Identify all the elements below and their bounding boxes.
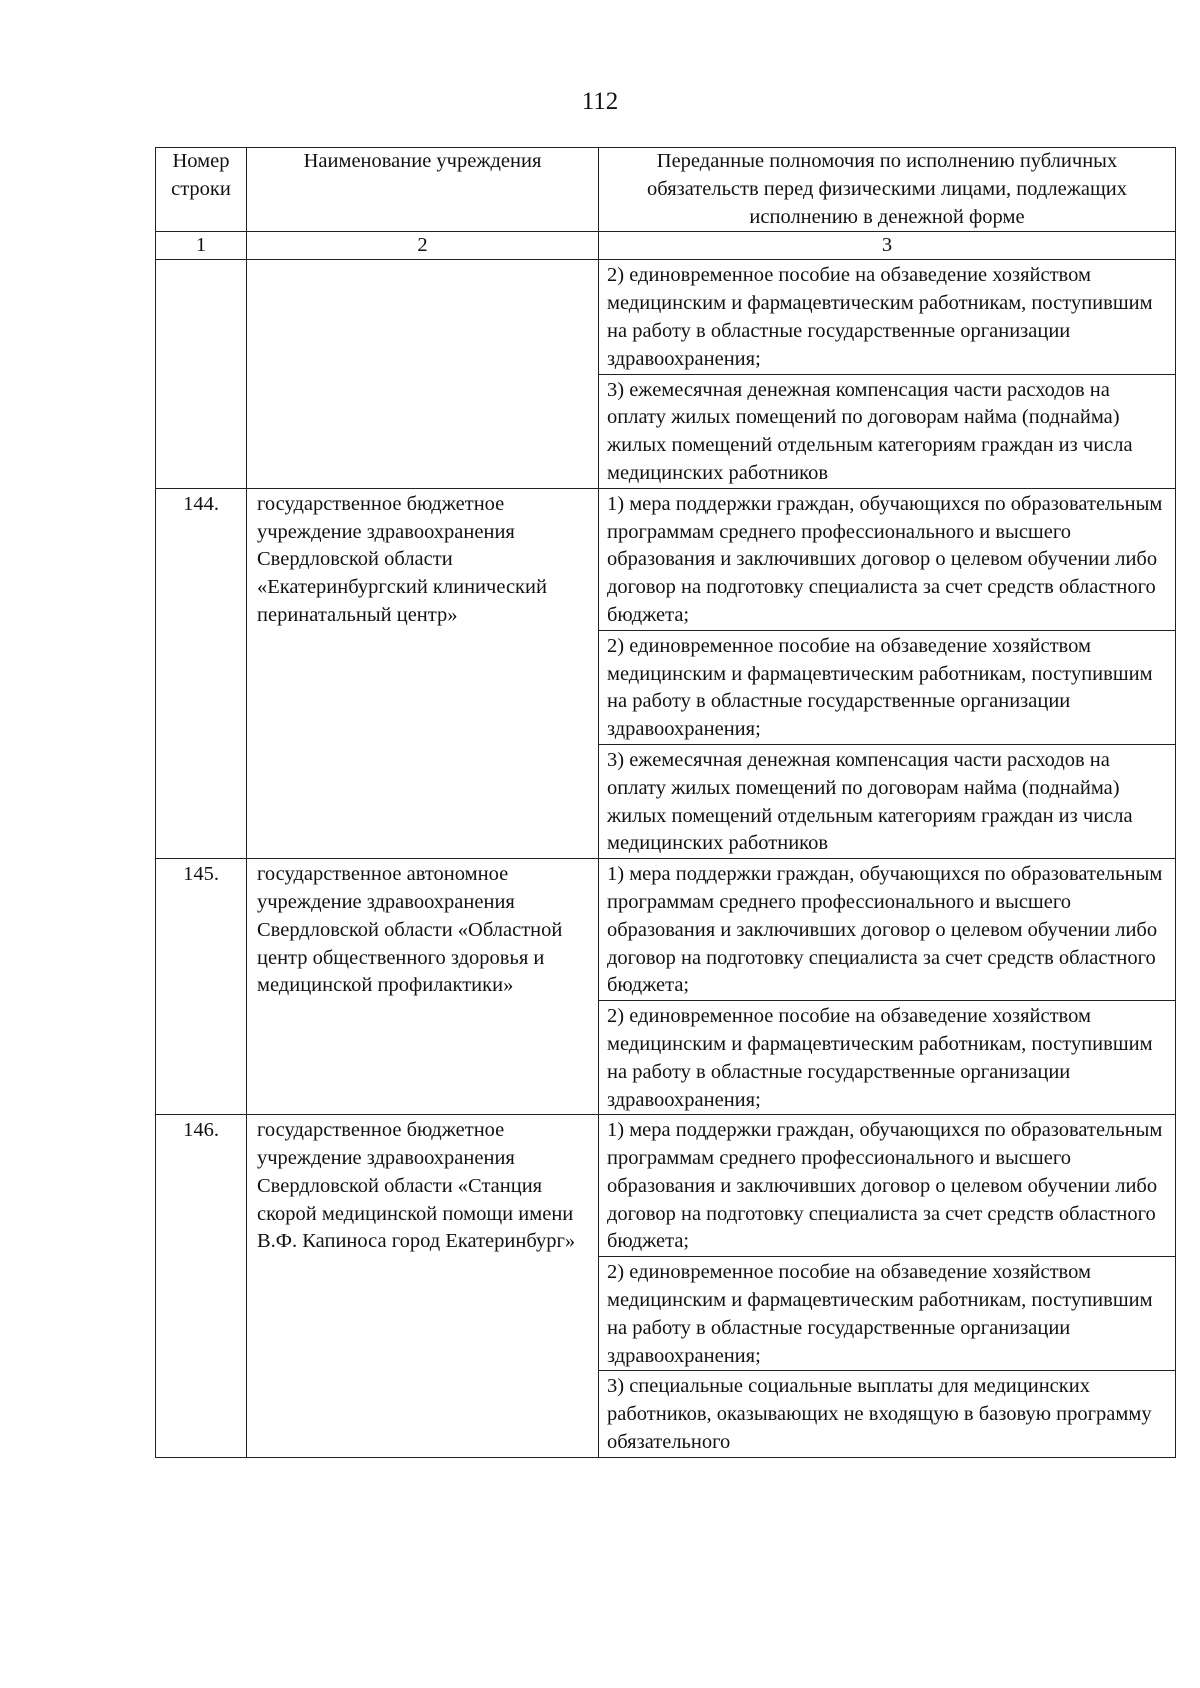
header-delegated-powers: Переданные полномочия по исполнению публичных обязательств перед физическими лицами, подлежащих исполнению в денежной форме <box>599 148 1176 232</box>
institution-name: государственное автономное учреждение здравоохранения Свердловской области «Областной центр общественного здоровья и медицинской профилактики» <box>247 859 599 1115</box>
grants-cell <box>599 488 1176 858</box>
header-institution-name: Наименование учреждения <box>247 148 599 232</box>
grants-cell <box>599 1115 1176 1458</box>
table-row-146 <box>156 1115 1176 1458</box>
institution-name: государственное бюджетное учреждение здравоохранения Свердловской области «Станция скорой медицинской помощи имени В.Ф. Капиноса город Екатеринбург» <box>247 1115 599 1458</box>
page-number: 112 <box>581 88 619 115</box>
column-number: 1 <box>156 232 247 260</box>
grant-item: 2) единовременное пособие на обзаведение хозяйством медицинским и фармацевтическим работникам, поступившим на работу в областные государственные организации здравоохранения; <box>599 1256 1175 1370</box>
row-number-cell <box>156 260 247 488</box>
row-number: 144. <box>156 488 247 858</box>
table-row-continued <box>156 260 1176 488</box>
table-row-144 <box>156 488 1176 858</box>
grants-cell <box>599 859 1176 1115</box>
grant-item: 2) единовременное пособие на обзаведение хозяйством медицинским и фармацевтическим работникам, поступившим на работу в областные государственные организации здравоохранения; <box>607 264 1153 370</box>
header-row-number: Номер строки <box>156 148 247 232</box>
powers-table <box>155 147 1176 1458</box>
grant-item: 1) мера поддержки граждан, обучающихся по образовательным программам среднего профессионального и высшего образования и заключивших договор о целевом обучении либо договор на подготовку специалиста за счет средств областного бюджета; <box>607 492 1163 626</box>
grant-item: 2) единовременное пособие на обзаведение хозяйством медицинским и фармацевтическим работникам, поступившим на работу в областные государственные организации здравоохранения; <box>599 630 1175 744</box>
row-number: 145. <box>156 859 247 1115</box>
institution-cell <box>247 260 599 488</box>
institution-name: государственное бюджетное учреждение здравоохранения Свердловской области «Екатеринбургский клинический перинатальный центр» <box>247 488 599 858</box>
table-row-145 <box>156 859 1176 1115</box>
grant-item: 1) мера поддержки граждан, обучающихся по образовательным программам среднего профессионального и высшего образования и заключивших договор о целевом обучении либо договор на подготовку специалиста за счет средств областного бюджета; <box>607 1119 1163 1253</box>
header-row <box>156 148 1176 232</box>
grant-item: 1) мера поддержки граждан, обучающихся по образовательным программам среднего профессионального и высшего образования и заключивших договор о целевом обучении либо договор на подготовку специалиста за счет средств областного бюджета; <box>607 863 1163 997</box>
grants-cell <box>599 260 1176 488</box>
column-number: 2 <box>247 232 599 260</box>
column-number: 3 <box>599 232 1176 260</box>
grant-item: 3) специальные социальные выплаты для медицинских работников, оказывающих не входящую в базовую программу обязательного <box>599 1370 1175 1456</box>
column-numbers-row <box>156 232 1176 260</box>
grant-item: 3) ежемесячная денежная компенсация части расходов на оплату жилых помещений по договорам найма (поднайма) жилых помещений отдельным категориям граждан из числа медицинских работников <box>599 744 1175 858</box>
grant-item: 2) единовременное пособие на обзаведение хозяйством медицинским и фармацевтическим работникам, поступившим на работу в областные государственные организации здравоохранения; <box>599 1000 1175 1114</box>
row-number: 146. <box>156 1115 247 1458</box>
grant-item: 3) ежемесячная денежная компенсация части расходов на оплату жилых помещений по договорам найма (поднайма) жилых помещений отдельным категориям граждан из числа медицинских работников <box>599 374 1175 488</box>
